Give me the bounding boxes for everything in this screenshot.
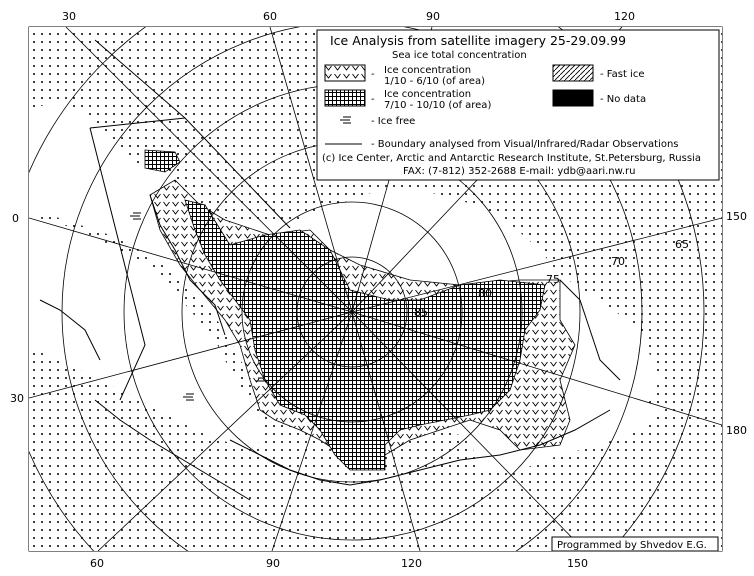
lat-label-75: 75: [546, 273, 560, 286]
legend-swatch-fast-ice: [553, 65, 593, 81]
tick-bottom-60: 60: [90, 557, 104, 570]
legend-credit-line1: (c) Ice Center, Arctic and Antarctic Research Institute, St.Petersburg, Russia: [322, 153, 701, 164]
legend-dash-high: -: [371, 94, 375, 105]
legend-ice-free: - Ice free: [371, 116, 416, 127]
legend-low-conc-line2: 1/10 - 6/10 (of area): [384, 76, 485, 87]
legend-boundary: - Boundary analysed from Visual/Infrared/Radar Observations: [371, 139, 679, 150]
tick-top-60: 60: [263, 10, 277, 23]
lat-label-85: 85: [414, 306, 428, 319]
tick-bottom-90: 90: [266, 557, 280, 570]
legend-high-conc-line2: 7/10 - 10/10 (of area): [384, 100, 492, 111]
tick-left-30: 30: [10, 392, 24, 405]
legend-subtitle: Sea ice total concentration: [392, 50, 527, 61]
legend-low-conc-line1: Ice concentration: [384, 65, 472, 76]
lat-label-70: 70: [611, 255, 625, 268]
tick-right-150: 150: [726, 210, 747, 223]
tick-top-90: 90: [426, 10, 440, 23]
lat-label-80: 80: [478, 287, 492, 300]
legend-high-conc-line1: Ice concentration: [384, 89, 472, 100]
legend-dash-low: -: [371, 69, 375, 80]
legend-swatch-no-data: [553, 90, 593, 106]
legend-swatch-high-conc: [325, 90, 365, 106]
tick-top-30: 30: [62, 10, 76, 23]
tick-bottom-120: 120: [401, 557, 422, 570]
legend: [317, 30, 719, 180]
tick-right-180: 180: [726, 424, 747, 437]
legend-fast-ice: - Fast ice: [600, 69, 645, 80]
lat-label-65: 65: [675, 238, 689, 251]
tick-left-0: 0: [12, 212, 19, 225]
legend-title: Ice Analysis from satellite imagery 25-29.09.99: [330, 33, 627, 48]
tick-bottom-150: 150: [567, 557, 588, 570]
credit-box: [552, 537, 718, 551]
legend-no-data: - No data: [600, 94, 647, 105]
tick-top-120: 120: [614, 10, 635, 23]
legend-swatch-low-conc: [325, 65, 365, 81]
programmed-by-text: Programmed by Shvedov E.G.: [557, 540, 707, 551]
legend-credit-line2: FAX: (7-812) 352-2688 E-mail: ydb@aari.nw.ru: [403, 166, 636, 177]
